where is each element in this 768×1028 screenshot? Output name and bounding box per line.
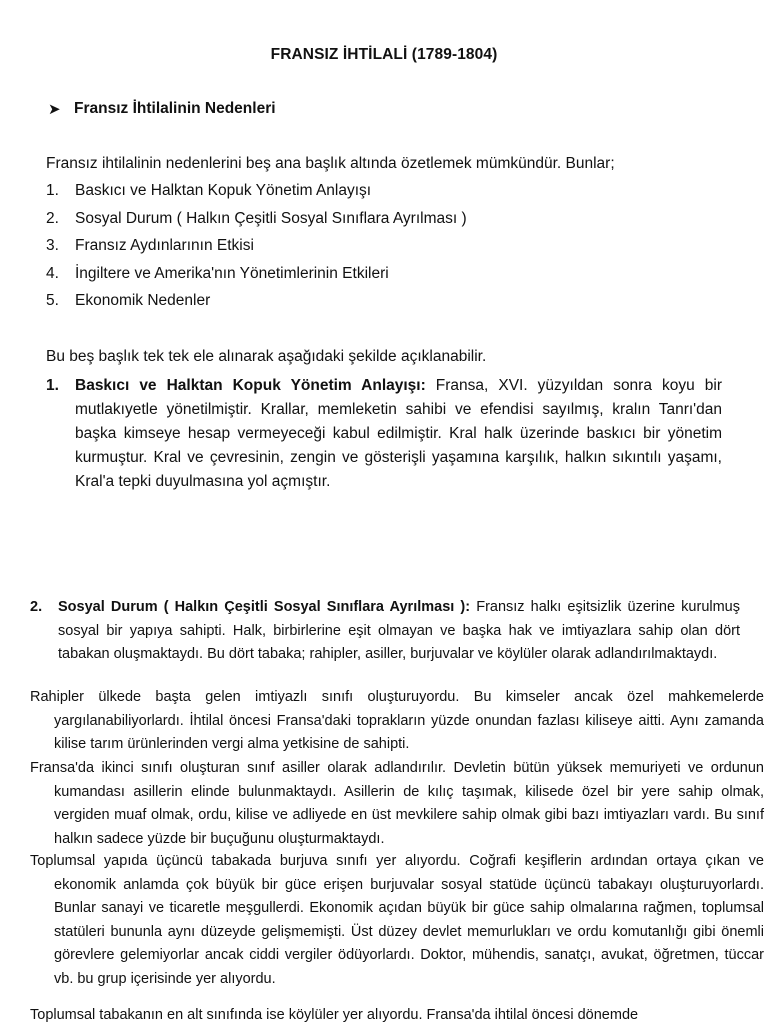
section-heading-text: Fransız İhtilalinin Nedenleri <box>74 100 276 117</box>
list-item-number: 1. <box>46 182 59 199</box>
section-heading <box>48 100 276 118</box>
section-1 <box>46 374 722 494</box>
section-number: 2. <box>30 599 43 615</box>
document-title: FRANSIZ İHTİLALİ (1789-1804) <box>270 46 498 63</box>
section-body <box>58 596 740 667</box>
list-item <box>46 237 467 265</box>
explanation-intro: Bu beş başlık tek tek ele alınarak aşağıdaki şekilde açıklanabilir. <box>46 348 487 365</box>
paragraph-nobles: Fransa'da ikinci sınıfı oluşturan sınıf asiller olarak adlandırılır. Devletin bütün yüksek memuriyeti ve ordunun kumandası asillerin elinde bulunmaktaydı. Asillerin de kılıç taşımak, kilisede özel bir yere sahip olmak, vergiden muaf olmak, ordu, kilise ve adliyede en üst mevkilere sahip olmak gibi bazı imtiyazları vardı. Bu sınıf halkın sadece yüzde bir buçuğunu oluşturmaktaydı. <box>30 760 764 847</box>
section-body <box>75 374 722 494</box>
paragraph-bourgeoisie: Toplumsal yapıda üçüncü tabakada burjuva sınıfı yer alıyordu. Coğrafi keşiflerin ardından ortaya çıkan ve ekonomik anlamda çok büyük bir güce erişen burjuvalar sosyal statüde üçüncü tabakayı oluşturuyorlardı. Bunlar sanayi ve ticaretle meşgullerdi. Ekonomik açıdan büyük bir güce sahip olmalarına rağmen, toplumsal statüleri bununla aynı düzeyde gelişmemişti. Üst düzey devlet memurlukları ve ordu komutanlığı gibi önemli görevlere gelemiyorlar ancak ciddi vergiler ödüyorlardı. Doktor, mühendis, sanatçı, avukat, öğretmen, tüccar vb. bu grup içerisinde yer alıyordu. <box>30 853 764 987</box>
list-item-label: Fransız Aydınlarının Etkisi <box>75 237 254 254</box>
section-bold-title: Baskıcı ve Halktan Kopuk Yönetim Anlayışı: <box>75 377 426 394</box>
list-item <box>46 182 467 210</box>
arrow-bullet-icon: ➤ <box>48 101 61 118</box>
list-item <box>46 210 467 238</box>
causes-list <box>46 182 467 320</box>
paragraph-clergy: Rahipler ülkede başta gelen imtiyazlı sınıfı oluşturuyordu. Bu kimseler ancak özel mahkemelerde yargılanabiliyorlardı. İhtilal öncesi Fransa'daki toprakların yüzde onundan fazlası kiliseye aitti. Aynı zamanda kilise tarım ürünlerinden vergi alma yetkisine de sahipti. <box>30 689 764 752</box>
list-item <box>46 292 467 320</box>
section-2 <box>30 596 740 667</box>
section-number: 1. <box>46 377 59 394</box>
list-item-label: İngiltere ve Amerika'nın Yönetimlerinin Etkileri <box>75 264 389 282</box>
section-text: Fransız halkı eşitsizlik üzerine kurulmuş sosyal bir yapıya sahipti. Halk, birbirlerine eşit olmayan ve başka hak ve imtiyazlara sahip olan dört tabakan oluşmaktaydı. Bu dört tabaka; rahipler, asiller, burjuvalar ve köylüler olarak adlandırılmaktaydı. <box>58 599 740 662</box>
list-item-label: Ekonomik Nedenler <box>75 292 211 309</box>
section-bold-title: Sosyal Durum ( Halkın Çeşitli Sosyal Sınıflara Ayrılması ): <box>58 599 471 615</box>
section-text: Fransa, XVI. yüzyıldan sonra koyu bir mutlakıyetle yönetilmiştir. Krallar, memleketin sahibi ve efendisi sayılmış, kralın Tanrı'dan başka kimseye hesap vermeyeceği kabul edilmiştir. Kral halk üzerinde baskıcı bir yönetim kurmuştur. Kral ve çevresinin, zengin ve gösterişli yaşamına karşılık, halkın sıkıntılı yaşamı, Kral'a tepki duyulmasına yol açmıştır. <box>75 377 722 490</box>
list-item-number: 5. <box>46 292 59 309</box>
paragraph-peasants: Toplumsal tabakanın en alt sınıfında ise köylüler yer alıyordu. Fransa'da ihtilal öncesi dönemde <box>30 1007 639 1023</box>
list-item-number: 4. <box>46 264 59 282</box>
list-item-number: 3. <box>46 237 59 254</box>
list-item-label: Baskıcı ve Halktan Kopuk Yönetim Anlayışı <box>75 182 372 199</box>
list-item-number: 2. <box>46 209 59 227</box>
list-item <box>46 265 467 293</box>
list-item-label: Sosyal Durum ( Halkın Çeşitli Sosyal Sınıflara Ayrılması ) <box>75 209 467 227</box>
intro-paragraph: Fransız ihtilalinin nedenlerini beş ana başlık altında özetlemek mümkündür. Bunlar; <box>46 155 615 172</box>
